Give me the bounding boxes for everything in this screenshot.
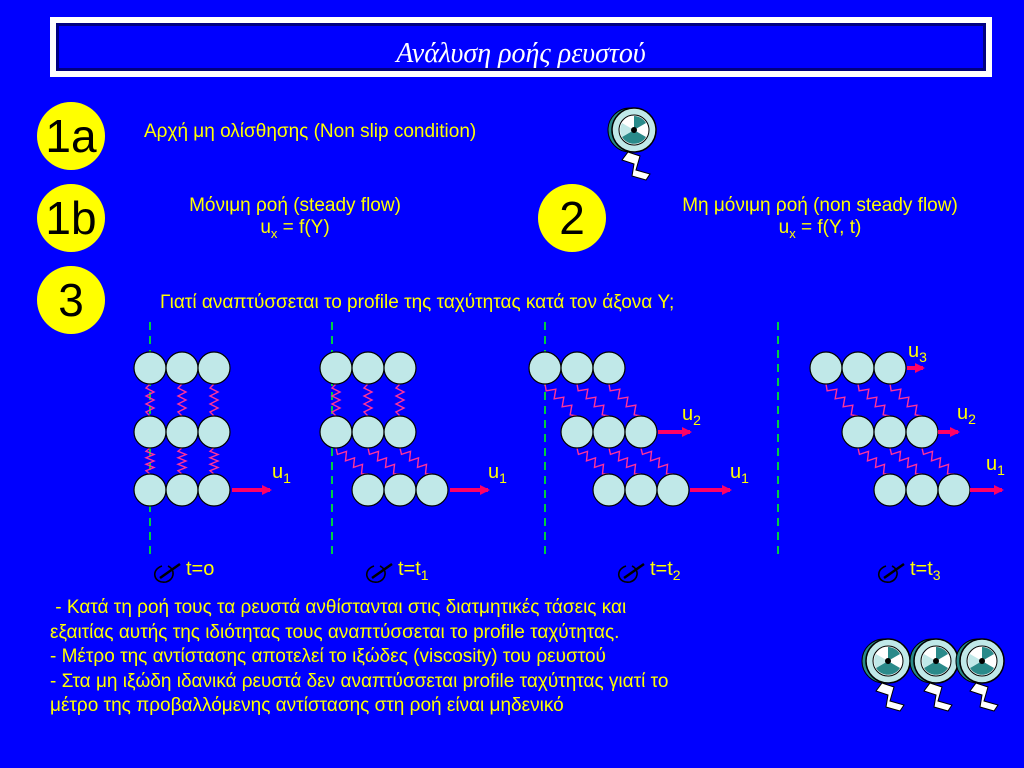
formula-u: u [260,217,271,238]
fluid-particle [134,416,166,448]
fluid-particle [593,416,625,448]
fluid-particle [561,352,593,384]
fluid-particle [384,352,416,384]
fluid-particle [938,474,970,506]
spring [858,384,890,416]
u1-label-t0: $u_1$ [272,461,291,486]
time-label-1: $t=t_1$ [398,558,429,583]
spring [396,384,404,416]
pencil-icon [367,564,392,582]
badge-3: 3 [37,266,105,334]
fluid-particle [352,416,384,448]
u1-label-t2: $u_1$ [730,461,749,486]
spring [332,384,340,416]
wall-guides [150,322,778,560]
film-reel-icon[interactable] [956,639,1004,711]
badge-1b: 1b [37,184,105,252]
fluid-particle [874,474,906,506]
fluid-particle [166,416,198,448]
fluid-particle [134,352,166,384]
fluid-particle [320,352,352,384]
fluid-particle [593,352,625,384]
velocity-profile-question: Γιατί αναπτύσσεται το profile της ταχύτητας κατά τον άξονα Y; [160,292,675,313]
u2-label-t2: $u_2$ [682,403,701,428]
u2-label-t3: $u_2$ [957,402,976,427]
spring [577,448,609,474]
spring [641,448,673,474]
fluid-particle [657,474,689,506]
fluid-particle [874,352,906,384]
fluid-particle [906,474,938,506]
film-reel-icon[interactable] [910,639,958,711]
fluid-particle [198,416,230,448]
non-slip-condition-text: Αρχή μη ολίσθησης (Non slip condition) [144,121,477,142]
fluid-particle [842,352,874,384]
film-reel-icon[interactable] [608,108,656,180]
fluid-particle [810,352,842,384]
fluid-particle [384,474,416,506]
spring [336,448,368,474]
fluid-particle [593,474,625,506]
explanation-text [50,596,668,719]
badge-1a: 1a [37,102,105,170]
spring [545,384,577,416]
spring [922,448,954,474]
spring [178,384,186,416]
non-steady-flow-text: Μη μόνιμη ροή (non steady flow) [682,195,958,216]
pencil-icon [619,564,644,582]
formula-rest: = f(Y, t) [795,217,862,238]
spring [210,448,218,474]
formula-sub: x [270,225,278,241]
fluid-particle [842,416,874,448]
explanation-line-4: - Στα μη ιξώδη ιδανικά ρευστά δεν αναπτύσσεται profile ταχύτητας γιατί το [50,670,669,692]
fluid-particle [625,416,657,448]
fluid-particle [320,416,352,448]
u3-label-t3: $u_3$ [908,340,927,365]
formula-rest: = f(Y) [277,217,330,238]
fluid-particle [198,474,230,506]
u1-label-t1: $u_1$ [488,461,507,486]
spring [400,448,432,474]
badge-2: 2 [538,184,606,252]
explanation-line-2: εξαιτίας αυτής της ιδιότητας τους αναπτύσσεται το profile ταχύτητας. [50,621,620,643]
formula-sub: x [789,225,796,241]
fluid-particle [352,352,384,384]
film-reel-icon[interactable] [862,639,910,711]
fluid-particle [561,416,593,448]
pencil-icon [879,564,904,582]
steady-flow-text: Μόνιμη ροή (steady flow) [189,195,401,216]
time-label-3: $t=t_3$ [910,558,941,583]
pencil-icon [155,564,180,582]
fluid-particle [416,474,448,506]
fluid-particle [166,352,198,384]
fluid-particle [198,352,230,384]
fluid-particles [134,352,970,506]
spring [890,448,922,474]
time-label-0: t=o [186,558,215,580]
spring [858,448,890,474]
spring [890,384,922,416]
time-label-2: $t=t_2$ [650,558,681,583]
spring [210,384,218,416]
spring [826,384,858,416]
fluid-particle [134,474,166,506]
springs [146,384,954,474]
fluid-particle [352,474,384,506]
fluid-particle [166,474,198,506]
fluid-particle [625,474,657,506]
page-title: Ανάλυση ροής ρευστού [396,38,646,69]
explanation-line-1: - Κατά τη ροή τους τα ρευστά ανθίστανται στις διατμητικές τάσεις και [50,597,627,618]
spring [609,448,641,474]
u1-label-t3: $u_1$ [986,453,1005,478]
explanation-line-3: - Μέτρο της αντίστασης αποτελεί το ιξώδες (viscosity) του ρευστού [50,646,606,667]
spring [609,384,641,416]
fluid-particle [874,416,906,448]
formula-u: u [778,217,790,238]
explanation-line-5: μέτρο της προβαλλόμενης αντίστασης στη ροή είναι μηδενικό [50,695,564,716]
spring [577,384,609,416]
fluid-particle [529,352,561,384]
spring [364,384,372,416]
spring [178,448,186,474]
fluid-particle [906,416,938,448]
fluid-particle [384,416,416,448]
spring [368,448,400,474]
